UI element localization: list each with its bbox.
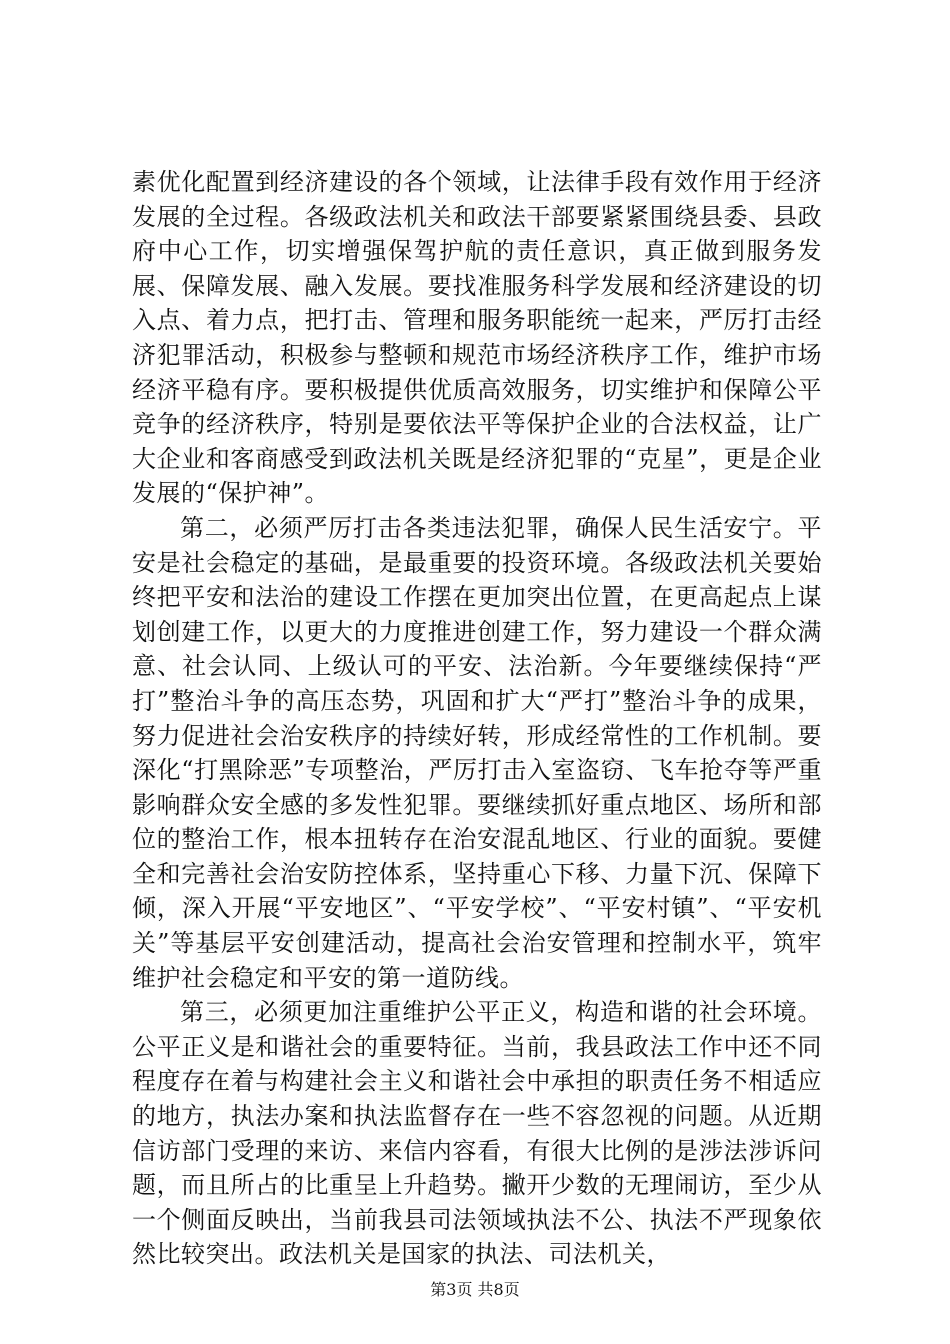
paragraph-third-point: 第三，必须更加注重维护公平正义，构造和谐的社会环境。公平正义是和谐社会的重要特征。当前，我县政法工作中还不同程度存在着与构建社会主义和谐社会中承担的职责任务不相适应的地方，执法办案和执法监督存在一些不容忽视的问题。从近期信访部门受理的来访、来信内容看，有很大比例的是涉法涉诉问题，而且所占的比重呈上升趋势。撇开少数的无理闹访，至少从一个侧面反映出，当前我县司法领域执法不公、执法不严现象依然比较突出。政法机关是国家的执法、司法机关， bbox=[132, 998, 822, 1269]
document-body bbox=[132, 165, 822, 1272]
paragraph-continuation: 素优化配置到经济建设的各个领域，让法律手段有效作用于经济发展的全过程。各级政法机关和政法干部要紧紧围绕县委、县政府中心工作，切实增强保驾护航的责任意识，真正做到服务发展、保障发展、融入发展。要找准服务科学发展和经济建设的切入点、着力点，把打击、管理和服务职能统一起来，严厉打击经济犯罪活动，积极参与整顿和规范市场经济秩序工作，维护市场经济平稳有序。要积极提供优质高效服务，切实维护和保障公平竞争的经济秩序，特别是要依法平等保护企业的合法权益，让广大企业和客商感受到政法机关既是经济犯罪的“克星”，更是企业发展的“保护神”。 bbox=[132, 168, 822, 508]
paragraph-second-point: 第二，必须严厉打击各类违法犯罪，确保人民生活安宁。平安是社会稳定的基础，是最重要的投资环境。各级政法机关要始终把平安和法治的建设工作摆在更加突出位置，在更高起点上谋划创建工作，以更大的力度推进创建工作，努力建设一个群众满意、社会认同、上级认可的平安、法治新。今年要继续保持“严打”整治斗争的高压态势，巩固和扩大“严打”整治斗争的成果，努力促进社会治安秩序的持续好转，形成经常性的工作机制。要深化“打黑除恶”专项整治，严厉打击入室盗窃、飞车抢夺等严重影响群众安全感的多发性犯罪。要继续抓好重点地区、场所和部位的整治工作，根本扭转存在治安混乱地区、行业的面貌。要健全和完善社会治安防控体系，坚持重心下移、力量下沉、保障下倾，深入开展“平安地区”、“平安学校”、“平安村镇”、“平安机关”等基层平安创建活动，提高社会治安管理和控制水平，筑牢维护社会稳定和平安的第一道防线。 bbox=[132, 513, 822, 992]
page-number-footer: 第3页 共8页 bbox=[430, 1280, 520, 1299]
